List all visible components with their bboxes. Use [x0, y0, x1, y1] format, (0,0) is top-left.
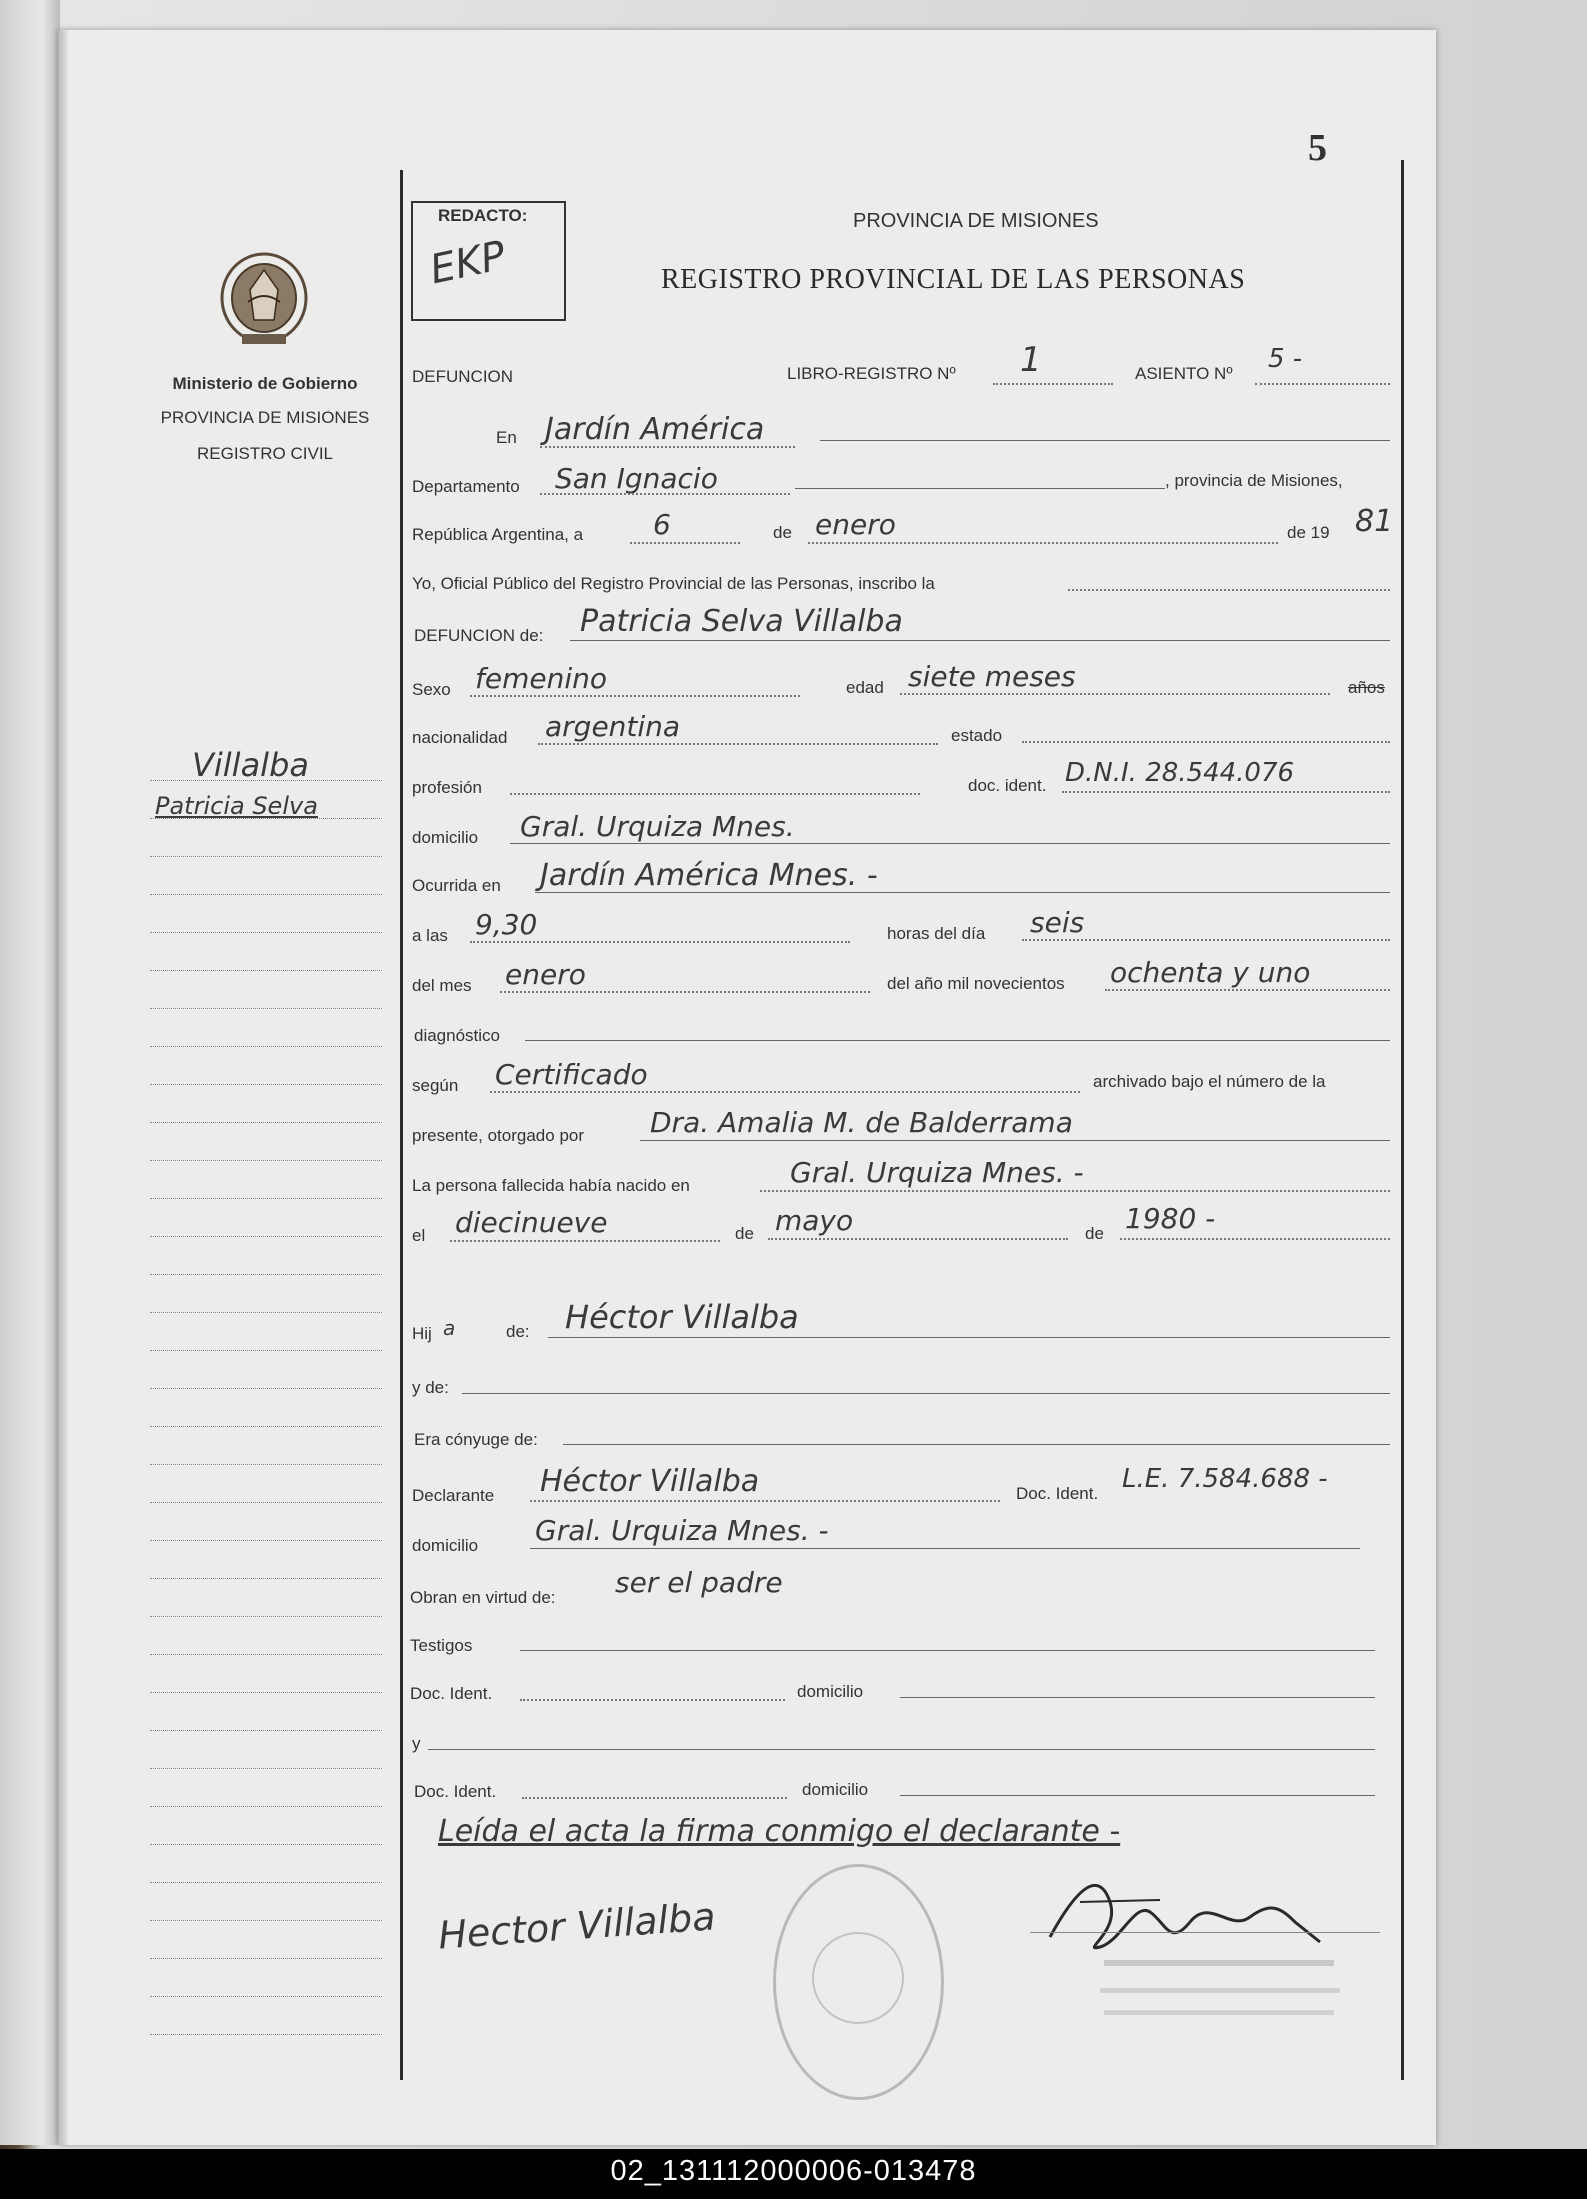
margin-ruled-line [150, 1806, 382, 1807]
doc-ident-label: doc. ident. [968, 776, 1047, 795]
margin-ruled-line [150, 818, 382, 819]
departamento-value: San Ignacio [555, 462, 718, 495]
dia-value: 6 [653, 508, 671, 541]
margin-ruled-line [150, 1958, 382, 1959]
margin-ruled-line [150, 1616, 382, 1617]
nac-anio-value: 1980 - [1125, 1202, 1216, 1235]
ocurrida-label: Ocurrida en [412, 876, 501, 895]
testigo1-domicilio-label: domicilio [797, 1682, 864, 1701]
mes-line [808, 542, 1278, 544]
margin-ruled-line [150, 894, 382, 895]
nac-de2-label: de [1085, 1224, 1104, 1243]
faded-oficial-stamp-text [1104, 1960, 1334, 1970]
faded-oficial-stamp-text-2 [1100, 1988, 1340, 1997]
form-left-rule [400, 170, 403, 2080]
declarante-signature: Hector Villalba [436, 1894, 717, 1958]
presente-rule [640, 1140, 1390, 1141]
margin-ruled-line [150, 1122, 382, 1123]
margin-ruled-line [150, 1464, 382, 1465]
nac-dia-value: diecinueve [455, 1206, 608, 1239]
lugar-value: Jardín América [545, 412, 765, 447]
testigo1-doc-label: Doc. Ident. [410, 1684, 493, 1703]
hij-de-label: de: [506, 1322, 530, 1341]
declarante-domicilio-label: domicilio [412, 1536, 479, 1555]
testigo2-domicilio-rule [900, 1795, 1375, 1796]
edad-label: edad [846, 678, 884, 697]
nac-de-label: de [735, 1224, 754, 1243]
ocurrida-value: Jardín América Mnes. - [540, 858, 878, 893]
margin-ruled-line [150, 2034, 382, 2035]
declarante-value: Héctor Villalba [540, 1464, 760, 1499]
mes-value: enero [815, 508, 896, 541]
departamento-line [540, 493, 790, 495]
margin-ruled-line [150, 1844, 382, 1845]
coat-of-arms-seal [218, 250, 310, 350]
margin-ruled-line [150, 1578, 382, 1579]
nacido-value: Gral. Urquiza Mnes. - [790, 1156, 1084, 1189]
presente-value: Dra. Amalia M. de Balderrama [650, 1106, 1073, 1139]
margin-ruled-line [150, 1920, 382, 1921]
hij-label: Hij [412, 1324, 432, 1343]
el-label: el [412, 1226, 426, 1245]
domicilio-rule [510, 843, 1390, 844]
asiento-line [1255, 383, 1390, 385]
a-las-label: a las [412, 926, 448, 945]
profesion-line [510, 793, 920, 795]
testigos-rule [520, 1650, 1375, 1651]
sexo-line [470, 695, 800, 697]
nacionalidad-label: nacionalidad [412, 728, 508, 747]
presente-label: presente, otorgado por [412, 1126, 585, 1145]
oficial-text: Yo, Oficial Público del Registro Provincial de las Personas, inscribo la [412, 574, 935, 593]
page-binding [58, 30, 68, 2145]
scan-id: 02_131112000006-013478 [610, 2155, 977, 2187]
previous-page-edge [0, 0, 60, 2145]
redacto-label: REDACTO: [438, 206, 528, 225]
testigo1-domicilio-rule [900, 1697, 1375, 1698]
defuncion-de-label: DEFUNCION de: [414, 626, 544, 645]
margin-ruled-line [150, 1274, 382, 1275]
hij-suffix: a [443, 1316, 456, 1340]
libro-line [993, 383, 1113, 385]
record-type-label: DEFUNCION [412, 367, 514, 386]
libro-label: LIBRO-REGISTRO Nº [787, 364, 956, 383]
departamento-label: Departamento [412, 477, 520, 496]
republica-label: República Argentina, a [412, 525, 584, 544]
asiento-label: ASIENTO Nº [1135, 364, 1233, 383]
oficial-signature-line [1030, 1932, 1380, 1933]
left-province-label: PROVINCIA DE MISIONES [160, 408, 370, 427]
sexo-label: Sexo [412, 680, 451, 699]
archivado-label: archivado bajo el número de la [1093, 1072, 1326, 1091]
page-number: 5 [1308, 127, 1327, 169]
anio-value: 81 [1355, 504, 1394, 539]
segun-value: Certificado [495, 1058, 648, 1091]
testigo1-doc-line [520, 1699, 785, 1701]
departamento-rule [795, 488, 1165, 489]
margin-ruled-line [150, 1426, 382, 1427]
nac-mes-value: mayo [775, 1204, 854, 1237]
nac-mes-line [768, 1238, 1068, 1240]
nombre-value: Patricia Selva Villalba [580, 604, 903, 639]
declarante-doc-label: Doc. Ident. [1016, 1484, 1099, 1503]
declarante-domicilio-value: Gral. Urquiza Mnes. - [535, 1514, 829, 1547]
provincia-label: , provincia de Misiones, [1165, 471, 1343, 490]
diagnostico-rule [525, 1040, 1390, 1041]
anio-texto-line [1105, 989, 1390, 991]
dia-texto-value: seis [1030, 906, 1085, 939]
oficial-line [1068, 589, 1390, 591]
mes-texto-line [500, 991, 870, 993]
margin-ruled-line [150, 1730, 382, 1731]
margin-ruled-line [150, 1502, 382, 1503]
margin-ruled-line [150, 856, 382, 857]
edad-value: siete meses [908, 660, 1076, 693]
testigo2-rule [428, 1749, 1375, 1750]
y-de-label: y de: [412, 1378, 449, 1397]
testigos-label: Testigos [410, 1636, 473, 1655]
horas-dia-label: horas del día [887, 924, 986, 943]
testigo2-domicilio-label: domicilio [802, 1780, 869, 1799]
nombre-rule [570, 640, 1390, 641]
conyuge-label: Era cónyuge de: [414, 1430, 538, 1449]
margin-ruled-line [150, 1198, 382, 1199]
dia-line [630, 542, 740, 544]
obran-value: ser el padre [615, 1566, 783, 1599]
padre-rule [548, 1337, 1390, 1338]
civil-registry-label: REGISTRO CIVIL [196, 444, 334, 463]
mes-de-label: de [773, 523, 792, 542]
declarante-line [530, 1500, 1000, 1502]
doc-ident-value: D.N.I. 28.544.076 [1065, 758, 1295, 788]
declarante-domicilio-rule [530, 1548, 1360, 1549]
testigo2-doc-label: Doc. Ident. [414, 1782, 497, 1801]
margin-ruled-line [150, 1350, 382, 1351]
anio-texto-value: ochenta y uno [1110, 956, 1311, 989]
nacionalidad-line [538, 743, 938, 745]
segun-line [490, 1091, 1080, 1093]
oficial-signature [1040, 1862, 1330, 1972]
domicilio-label: domicilio [412, 828, 479, 847]
del-mes-label: del mes [412, 976, 472, 995]
domicilio-value: Gral. Urquiza Mnes. [520, 810, 795, 843]
redacto-initials: EKP [426, 232, 510, 294]
nacido-line [760, 1190, 1390, 1192]
profesion-label: profesión [412, 778, 482, 797]
closing-text: Leída el acta la firma conmigo el declarante - [438, 1814, 1121, 1849]
padre-value: Héctor Villalba [565, 1298, 799, 1336]
segun-label: según [412, 1076, 459, 1095]
declarante-doc-value: L.E. 7.584.688 - [1122, 1464, 1328, 1494]
dia-texto-line [1022, 939, 1390, 941]
mes-texto-value: enero [505, 958, 586, 991]
margin-ruled-line [150, 1388, 382, 1389]
en-label: En [496, 428, 517, 447]
margin-ruled-line [150, 1160, 382, 1161]
margin-ruled-line [150, 932, 382, 933]
de-19-label: de 19 [1287, 523, 1330, 542]
nac-dia-line [450, 1240, 720, 1242]
margin-ruled-line [150, 780, 382, 781]
margin-ruled-line [150, 1236, 382, 1237]
margin-ruled-line [150, 1008, 382, 1009]
faded-oficial-stamp-text-3 [1104, 2010, 1334, 2019]
margin-ruled-line [150, 1768, 382, 1769]
diagnostico-label: diagnóstico [414, 1026, 501, 1045]
hora-value: 9,30 [475, 908, 538, 941]
ministry-label: Ministerio de Gobierno [172, 374, 358, 393]
margin-ruled-line [150, 1996, 382, 1997]
estado-label: estado [951, 726, 1003, 745]
lugar-rule [820, 440, 1390, 441]
nacido-label: La persona fallecida había nacido en [412, 1176, 690, 1195]
ocurrida-rule [535, 892, 1390, 893]
official-stamp-center [812, 1932, 904, 2024]
edad-line [900, 693, 1330, 695]
testigo2-doc-line [522, 1797, 787, 1799]
nacionalidad-value: argentina [545, 710, 681, 743]
y-label: y [412, 1734, 421, 1753]
lugar-line [540, 446, 795, 448]
madre-rule [462, 1393, 1390, 1394]
margin-ruled-line [150, 1540, 382, 1541]
doc-ident-line [1062, 791, 1390, 793]
margin-given-names: Patricia Selva [155, 792, 318, 820]
margin-ruled-line [150, 1312, 382, 1313]
sexo-value: femenino [475, 662, 607, 695]
asiento-value: 5 - [1268, 344, 1303, 374]
margin-ruled-line [150, 1084, 382, 1085]
province-heading: PROVINCIA DE MISIONES [853, 210, 1099, 232]
del-anio-label: del año mil novecientos [887, 974, 1065, 993]
hora-line [470, 941, 850, 943]
margin-ruled-line [150, 1654, 382, 1655]
nac-anio-line [1120, 1238, 1390, 1240]
estado-line [1022, 741, 1390, 743]
margin-ruled-line [150, 1882, 382, 1883]
declarante-label: Declarante [412, 1486, 495, 1505]
registry-heading: REGISTRO PROVINCIAL DE LAS PERSONAS [661, 264, 1246, 295]
margin-surname: Villalba [192, 746, 309, 784]
margin-ruled-line [150, 970, 382, 971]
margin-ruled-line [150, 1692, 382, 1693]
libro-value: 1 [1020, 340, 1042, 380]
obran-label: Obran en virtud de: [410, 1588, 556, 1607]
form-right-rule [1401, 160, 1404, 2080]
margin-ruled-line [150, 1046, 382, 1047]
conyuge-rule [563, 1444, 1390, 1445]
anos-label: años [1348, 678, 1385, 697]
